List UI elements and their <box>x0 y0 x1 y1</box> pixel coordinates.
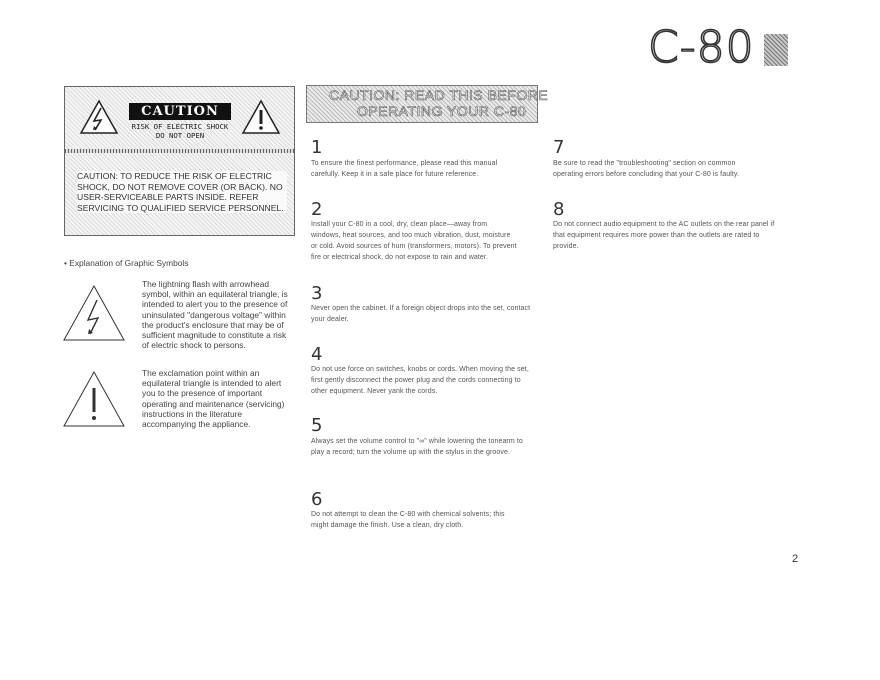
explanation-heading: • Explanation of Graphic Symbols <box>64 258 189 268</box>
model-logo-text: C-80 <box>648 22 755 73</box>
note-2-text: Install your C-80 in a cool, dry, clean place—away from windows, heat sources, and too much vibration, dust, moisture or cold. Avoid sources of hum (transformers, motors). To prevent fire or electrical shock, do not expose to rain and water. <box>311 221 517 261</box>
exclamation-triangle-icon <box>62 370 126 428</box>
caution-header <box>65 87 294 149</box>
caution-sub-line1: RISK OF ELECTRIC SHOCK <box>131 122 229 131</box>
note-4-text: Do not use force on switches, knobs or cords. When moving the set, first gently disconnect the power plug and the cords connecting to other equipment. Never yank the cords. <box>311 366 529 395</box>
note-6-number: 6 <box>311 489 323 510</box>
note-4-number: 4 <box>311 344 323 365</box>
note-2-number: 2 <box>311 199 323 220</box>
caution-sub-line2: DO NOT OPEN <box>155 131 205 140</box>
banner-line1: CAUTION: READ THIS BEFORE <box>329 87 549 103</box>
note-5-text: Always set the volume control to "∞" while lowering the tonearm to play a record; turn the volume up with the stylus in the groove. <box>311 438 523 456</box>
note-8-number: 8 <box>553 199 565 220</box>
note-1-number: 1 <box>311 137 323 158</box>
caution-subtext <box>129 122 231 140</box>
model-logo <box>648 22 790 73</box>
note-6-text: Do not attempt to clean the C-80 with chemical solvents; this might damage the finish. Use a clean, dry cloth. <box>311 511 505 529</box>
caution-box <box>64 86 295 236</box>
lightning-triangle-icon <box>79 99 119 135</box>
caution-label-group <box>129 103 231 140</box>
note-7-text: Be sure to read the "troubleshooting" section on common operating errors before concluding that your C-80 is faulty. <box>553 160 740 178</box>
note-5-number: 5 <box>311 415 323 436</box>
page-number: 2 <box>792 553 799 565</box>
lightning-symbol-description: The lightning flash with arrowhead symbol, within an equilateral triangle, is intended to alert you to the presence of uninsulated "dangerous voltage" within the product's enclosure that may be of sufficient magnitude to constitute a risk of electric shock to persons. <box>142 279 288 351</box>
exclamation-symbol-description: The exclamation point within an equilateral triangle is intended to alert you to the presence of important operating and maintenance (servicing) instructions in the literature accompanying the appliance. <box>142 368 285 430</box>
caution-warning-text: CAUTION: TO REDUCE THE RISK OF ELECTRIC SHOCK, DO NOT REMOVE COVER (OR BACK). NO USER-SERVICEABLE PARTS INSIDE. REFER SERVICING TO QUALIFIED SERVICE PERSONNEL. <box>77 171 287 213</box>
caution-read-banner <box>306 85 549 123</box>
note-3-text: Never open the cabinet. If a foreign object drops into the set, contact your dealer. <box>311 305 531 323</box>
lightning-triangle-icon <box>62 284 126 342</box>
logo-shaded-block <box>764 34 788 66</box>
note-3-number: 3 <box>311 283 323 304</box>
note-8-text: Do not connect audio equipment to the AC outlets on the rear panel if that equipment requires more power than the outlets are rated to provide. <box>553 221 775 250</box>
note-7-number: 7 <box>553 137 565 158</box>
caution-label: CAUTION <box>129 103 231 120</box>
caution-stripe <box>65 149 294 153</box>
note-1-text: To ensure the finest performance, please read this manual carefully. Keep it in a safe place for future reference. <box>311 160 498 178</box>
banner-line2: OPERATING YOUR C-80 <box>357 103 527 119</box>
exclamation-triangle-icon <box>241 99 281 135</box>
